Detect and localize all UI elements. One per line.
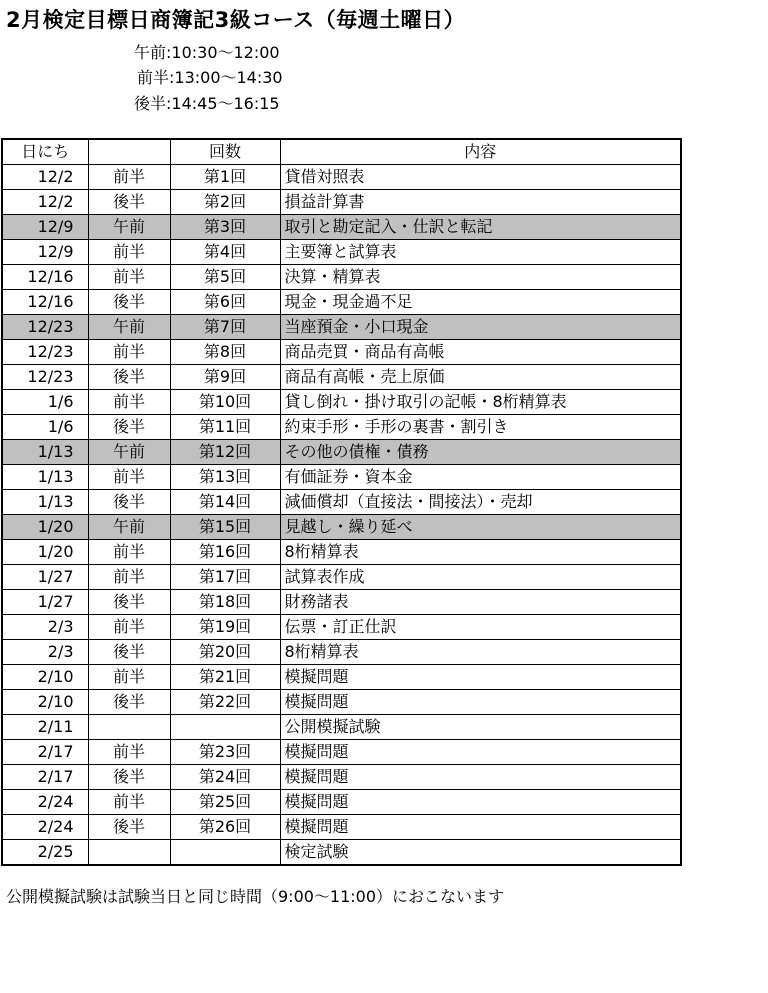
table-row (2, 540, 681, 565)
cell-date: 1/27 (2, 565, 88, 590)
cell-content: 商品有高帳・売上原価 (280, 365, 681, 390)
cell-session: 後半 (88, 765, 170, 790)
cell-content: 約束手形・手形の裏書・割引き (280, 415, 681, 440)
cell-session: 後半 (88, 365, 170, 390)
cell-number: 第26回 (170, 815, 280, 840)
cell-session: 前半 (88, 340, 170, 365)
cell-date: 1/13 (2, 490, 88, 515)
cell-content: その他の債権・債務 (280, 440, 681, 465)
footer-note: 公開模擬試験は試験当日と同じ時間（9:00〜11:00）におこないます (6, 887, 505, 906)
table-row (2, 815, 681, 840)
cell-number: 第1回 (170, 165, 280, 190)
cell-session: 後半 (88, 690, 170, 715)
table-row (2, 740, 681, 765)
header-session (88, 139, 170, 165)
cell-session (88, 840, 170, 866)
cell-session: 前半 (88, 540, 170, 565)
cell-content: 決算・精算表 (280, 265, 681, 290)
cell-date: 1/27 (2, 590, 88, 615)
table-header-row (2, 139, 681, 165)
table-row (2, 215, 681, 240)
cell-number: 第17回 (170, 565, 280, 590)
table-row (2, 240, 681, 265)
cell-content: 財務諸表 (280, 590, 681, 615)
cell-date: 2/3 (2, 615, 88, 640)
cell-session: 後半 (88, 815, 170, 840)
table-row (2, 265, 681, 290)
cell-content: 公開模擬試験 (280, 715, 681, 740)
table-row (2, 415, 681, 440)
cell-content: 見越し・繰り延べ (280, 515, 681, 540)
cell-content: 貸し倒れ・掛け取引の記帳・8桁精算表 (280, 390, 681, 415)
cell-number (170, 715, 280, 740)
cell-content: 減価償却（直接法・間接法）・売却 (280, 490, 681, 515)
table-row (2, 590, 681, 615)
cell-session: 前半 (88, 740, 170, 765)
cell-number: 第19回 (170, 615, 280, 640)
table-row (2, 165, 681, 190)
cell-content: 有価証券・資本金 (280, 465, 681, 490)
cell-date: 12/16 (2, 290, 88, 315)
cell-date: 2/11 (2, 715, 88, 740)
page-title: 2月検定目標日商簿記3級コース（毎週土曜日） (6, 8, 466, 32)
cell-session: 前半 (88, 165, 170, 190)
cell-date: 1/13 (2, 465, 88, 490)
cell-number: 第18回 (170, 590, 280, 615)
cell-number: 第11回 (170, 415, 280, 440)
cell-number: 第16回 (170, 540, 280, 565)
table-row (2, 190, 681, 215)
cell-date: 2/3 (2, 640, 88, 665)
cell-date: 2/17 (2, 765, 88, 790)
cell-session: 前半 (88, 615, 170, 640)
cell-number: 第13回 (170, 465, 280, 490)
table-row (2, 490, 681, 515)
cell-session: 前半 (88, 565, 170, 590)
cell-number: 第5回 (170, 265, 280, 290)
time-morning: 午前:10:30〜12:00 (134, 43, 280, 62)
cell-date: 2/24 (2, 815, 88, 840)
cell-content: 当座預金・小口現金 (280, 315, 681, 340)
cell-date: 1/20 (2, 540, 88, 565)
table-row (2, 640, 681, 665)
cell-session: 午前 (88, 215, 170, 240)
table-row (2, 440, 681, 465)
table-row (2, 315, 681, 340)
cell-session: 前半 (88, 265, 170, 290)
cell-date: 2/17 (2, 740, 88, 765)
cell-date: 12/2 (2, 190, 88, 215)
cell-date: 2/10 (2, 690, 88, 715)
cell-date: 12/23 (2, 315, 88, 340)
cell-content: 伝票・訂正仕訳 (280, 615, 681, 640)
table-row (2, 365, 681, 390)
cell-date: 1/20 (2, 515, 88, 540)
table-row (2, 715, 681, 740)
table-row (2, 840, 681, 866)
cell-number: 第23回 (170, 740, 280, 765)
schedule-table (1, 138, 682, 866)
cell-content: 商品売買・商品有高帳 (280, 340, 681, 365)
cell-session: 前半 (88, 465, 170, 490)
table-row (2, 615, 681, 640)
cell-content: 模擬問題 (280, 740, 681, 765)
cell-date: 1/13 (2, 440, 88, 465)
cell-content: 損益計算書 (280, 190, 681, 215)
cell-number: 第24回 (170, 765, 280, 790)
cell-number: 第2回 (170, 190, 280, 215)
cell-content: 主要簿と試算表 (280, 240, 681, 265)
table-row (2, 790, 681, 815)
cell-content: 貸借対照表 (280, 165, 681, 190)
cell-number: 第9回 (170, 365, 280, 390)
cell-session: 後半 (88, 590, 170, 615)
time-first-half: 前半:13:00〜14:30 (137, 68, 283, 87)
cell-session (88, 715, 170, 740)
cell-session: 後半 (88, 490, 170, 515)
cell-content: 試算表作成 (280, 565, 681, 590)
cell-number: 第20回 (170, 640, 280, 665)
cell-content: 模擬問題 (280, 690, 681, 715)
cell-content: 模擬問題 (280, 765, 681, 790)
schedule-rows (2, 165, 681, 866)
cell-session: 後半 (88, 415, 170, 440)
cell-session: 前半 (88, 665, 170, 690)
cell-date: 12/23 (2, 365, 88, 390)
header-number: 回数 (170, 139, 280, 165)
cell-date: 12/16 (2, 265, 88, 290)
cell-session: 後半 (88, 290, 170, 315)
table-row (2, 690, 681, 715)
cell-number: 第25回 (170, 790, 280, 815)
table-row (2, 290, 681, 315)
cell-session: 前半 (88, 390, 170, 415)
cell-number: 第14回 (170, 490, 280, 515)
cell-date: 1/6 (2, 390, 88, 415)
cell-session: 午前 (88, 440, 170, 465)
cell-number: 第22回 (170, 690, 280, 715)
cell-date: 1/6 (2, 415, 88, 440)
cell-session: 前半 (88, 790, 170, 815)
cell-number: 第7回 (170, 315, 280, 340)
table-row (2, 565, 681, 590)
cell-number (170, 840, 280, 866)
cell-content: 模擬問題 (280, 790, 681, 815)
cell-number: 第3回 (170, 215, 280, 240)
header-date: 日にち (2, 139, 88, 165)
cell-content: 現金・現金過不足 (280, 290, 681, 315)
time-second-half: 後半:14:45〜16:15 (134, 94, 280, 113)
cell-session: 午前 (88, 515, 170, 540)
cell-content: 模擬問題 (280, 665, 681, 690)
cell-content: 検定試験 (280, 840, 681, 866)
cell-number: 第21回 (170, 665, 280, 690)
cell-number: 第12回 (170, 440, 280, 465)
cell-session: 後半 (88, 640, 170, 665)
cell-date: 12/2 (2, 165, 88, 190)
cell-content: 8桁精算表 (280, 540, 681, 565)
cell-session: 前半 (88, 240, 170, 265)
cell-date: 2/25 (2, 840, 88, 866)
cell-number: 第10回 (170, 390, 280, 415)
cell-session: 後半 (88, 190, 170, 215)
table-row (2, 340, 681, 365)
cell-date: 2/10 (2, 665, 88, 690)
table-row (2, 765, 681, 790)
cell-number: 第6回 (170, 290, 280, 315)
table-row (2, 390, 681, 415)
table-row (2, 465, 681, 490)
table-row (2, 515, 681, 540)
cell-content: 模擬問題 (280, 815, 681, 840)
cell-session: 午前 (88, 315, 170, 340)
cell-date: 2/24 (2, 790, 88, 815)
table-row (2, 665, 681, 690)
cell-number: 第15回 (170, 515, 280, 540)
cell-content: 取引と勘定記入・仕訳と転記 (280, 215, 681, 240)
cell-number: 第4回 (170, 240, 280, 265)
cell-number: 第8回 (170, 340, 280, 365)
cell-date: 12/9 (2, 215, 88, 240)
header-content: 内容 (280, 139, 681, 165)
cell-date: 12/9 (2, 240, 88, 265)
cell-date: 12/23 (2, 340, 88, 365)
cell-content: 8桁精算表 (280, 640, 681, 665)
